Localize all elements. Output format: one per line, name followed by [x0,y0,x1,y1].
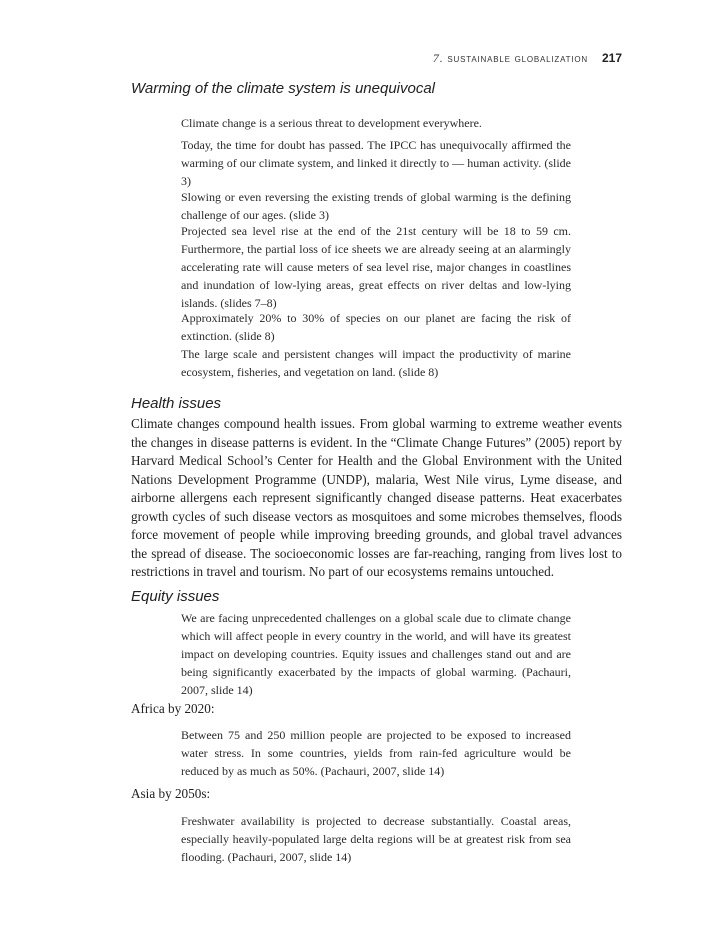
quote-sea-level: Projected sea level rise at the end of the 21st century will be 18 to 59 cm. Furthermore, the partial loss of ice sheets we are already seeing at an alarmingly accelerating rate will cause meters of sea level rise, major changes in coastlines and inundation of low-lying areas, great effects on river deltas and low-lying islands. (slides 7–8) [181,224,571,310]
quote-equity-challenges: We are facing unprecedented challenges on a global scale due to climate change which will affect people in every country in the world, and will have its greatest impact on developing countries. Equity issues and challenges stand out and are being significantly exacerbated by the impacts of global warming. (Pachauri, 2007, slide 14) [181,611,571,697]
quote-climate-threat: Climate change is a serious threat to development everywhere. [181,116,482,130]
chapter-head [433,53,588,65]
page-number: 217 [601,51,622,65]
asia-label: Asia by 2050s: [131,786,211,801]
health-paragraph: Climate changes compound health issues. From global warming to extreme weather events the changes in disease patterns is evident. In the “Climate Change Futures” (2005) report by Harvard Medical School’s Center for Health and the Global Environment with the United Nations Development Programme (UNDP), malaria, West Nile virus, Lyme disease, and airborne allergens each represent significantly changed disease patterns. Heat exacerbates growth cycles of such disease vectors as mosquitoes and some microbes themselves, floods force movement of people while improving breeding grounds, and global travel advances the spread of disease. The socioeconomic losses are far-reaching, ranging from lives lost to restrictions in travel and tourism. No part of our ecosystems remains untouched. [131,416,622,579]
quote-time-for-doubt: Today, the time for doubt has passed. The IPCC has unequivocally affirmed the warming of our climate system, and linked it directly to — human activity. (slide 3) [181,138,571,188]
running-head [360,51,622,66]
chapter-title: sustainable globalization [447,53,588,65]
section-heading-warming: Warming of the climate system is unequivocal [131,80,436,97]
quote-slowing-trends: Slowing or even reversing the existing trends of global warming is the defining challenge of our ages. (slide 3) [181,190,571,222]
chapter-number: 7. [432,51,444,65]
quote-species-risk: Approximately 20% to 30% of species on our planet are facing the risk of extinction. (slide 8) [181,311,571,343]
africa-label: Africa by 2020: [131,701,215,716]
section-heading-equity: Equity issues [131,588,220,605]
quote-asia: Freshwater availability is projected to decrease substantially. Coastal areas, especially heavily-populated large delta regions will be at greatest risk from sea flooding. (Pachauri, 2007, slide 14) [181,814,571,864]
quote-large-scale-changes: The large scale and persistent changes will impact the productivity of marine ecosystem, fisheries, and vegetation on land. (slide 8) [181,347,571,379]
quote-africa: Between 75 and 250 million people are projected to be exposed to increased water stress. In some countries, yields from rain-fed agriculture would be reduced by as much as 50%. (Pachauri, 2007, slide 14) [181,728,571,778]
section-heading-health: Health issues [131,395,222,412]
